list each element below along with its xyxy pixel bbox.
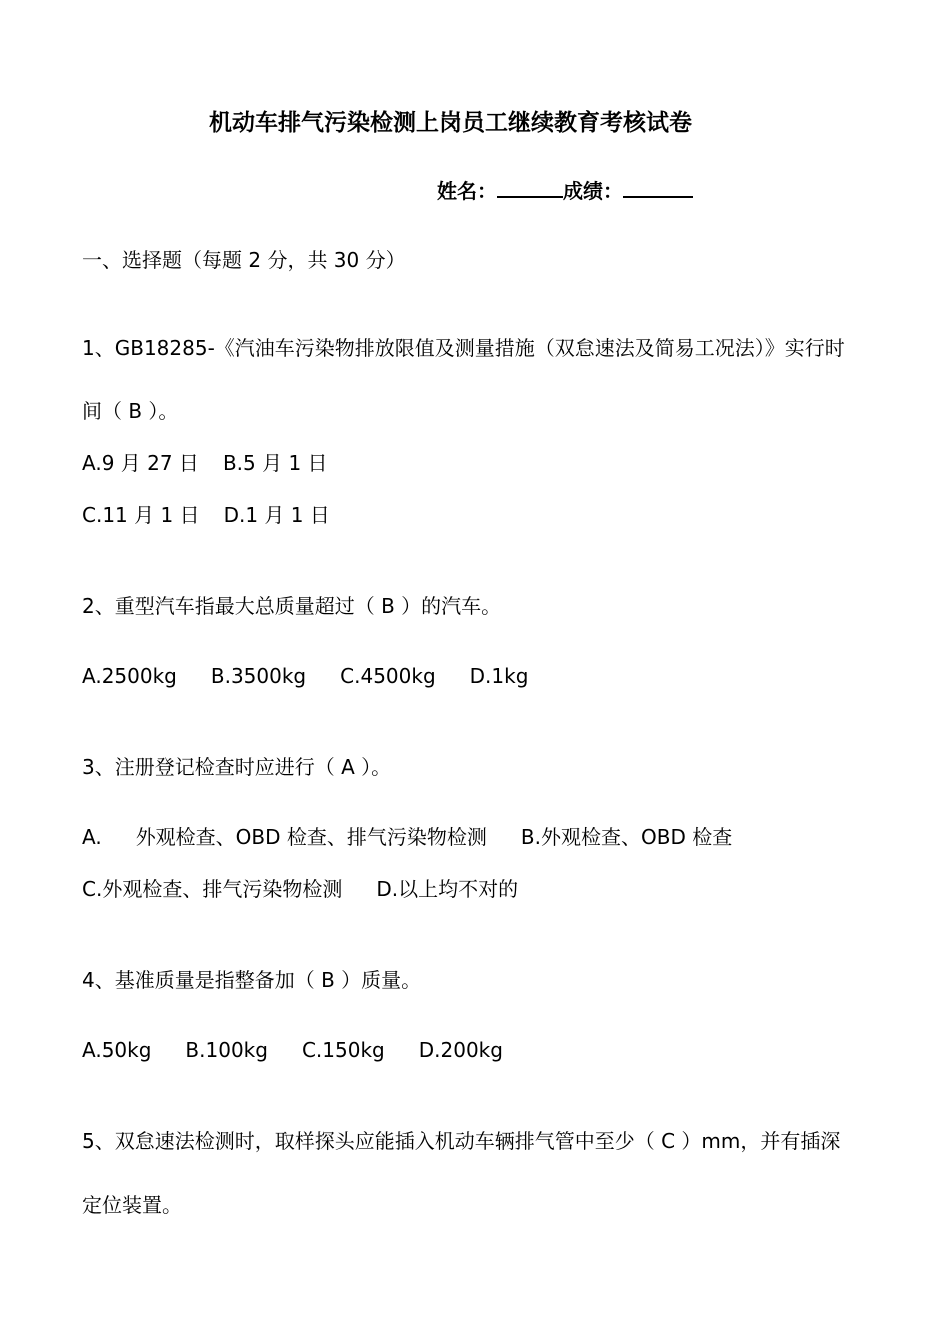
question-1-options-row1 [82,451,328,475]
question-2-options [82,664,528,688]
name-blank[interactable] [497,176,563,198]
question-5-line1: 5、双怠速法检测时，取样探头应能插入机动车辆排气管中至少（ C ）mm，并有插深 [82,1129,841,1153]
option-a-text: 外观检查、OBD 检查、排气污染物检测 [135,825,487,849]
question-4-line1: 4、基准质量是指整备加（ B ）质量。 [82,968,422,992]
option-d: D.1 月 1 日 [223,503,330,527]
section-heading: 一、选择题（每题 2 分，共 30 分） [82,248,406,272]
option-d: D.200kg [418,1038,503,1062]
option-a: A. [82,825,102,849]
option-c: C.外观检查、排气污染物检测 [82,877,343,901]
option-a: A.2500kg [82,664,177,688]
name-score-line [437,176,693,203]
question-1-options-row2 [82,503,330,527]
option-c: C.4500kg [340,664,436,688]
question-2-line1: 2、重型汽车指最大总质量超过（ B ）的汽车。 [82,594,502,618]
option-a: A.50kg [82,1038,152,1062]
option-c: C.11 月 1 日 [82,503,200,527]
option-d: D.以上均不对的 [376,877,519,901]
option-b: B.外观检查、OBD 检查 [520,825,733,849]
option-a: A.9 月 27 日 [82,451,199,475]
score-label: 成绩： [563,179,623,203]
question-4-options [82,1038,503,1062]
question-3-options-row1 [82,825,732,849]
option-c: C.150kg [301,1038,385,1062]
question-5-line2: 定位装置。 [82,1193,182,1217]
option-d: D.1kg [469,664,529,688]
question-1-line1: 1、GB18285-《汽油车污染物排放限值及测量措施（双怠速法及简易工况法）》实行时 [82,336,845,360]
score-blank[interactable] [623,176,693,198]
option-b: B.5 月 1 日 [222,451,328,475]
question-3-options-row2 [82,877,518,901]
question-1-line2: 间（ B ）。 [82,399,179,423]
question-3-line1: 3、注册登记检查时应进行（ A ）。 [82,755,392,779]
exam-title: 机动车排气污染检测上岗员工继续教育考核试卷 [209,110,692,136]
option-b: B.100kg [185,1038,268,1062]
option-b: B.3500kg [210,664,307,688]
name-label: 姓名： [437,179,497,203]
